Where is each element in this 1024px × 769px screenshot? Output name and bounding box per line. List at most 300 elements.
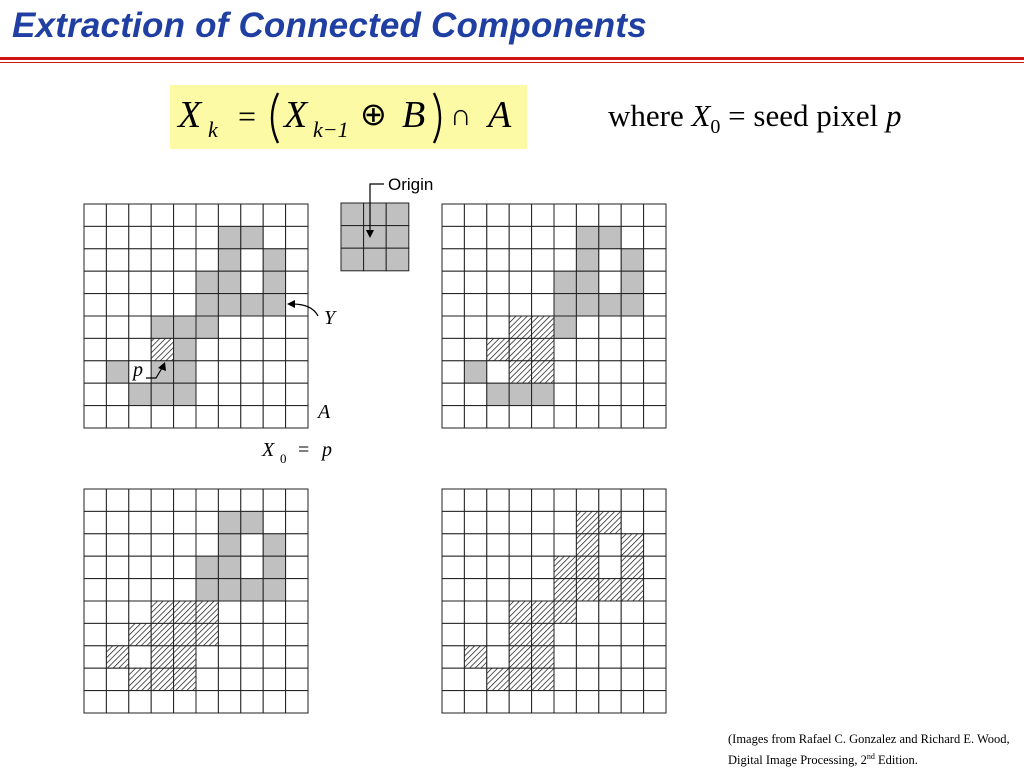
grid-cell xyxy=(644,623,666,645)
grid-cell xyxy=(509,579,531,601)
x0-equals: = xyxy=(298,439,310,461)
grid-cell xyxy=(644,534,666,556)
grid-cell xyxy=(286,226,308,248)
grid-cell xyxy=(286,511,308,533)
grid-cell xyxy=(286,489,308,511)
grid-cell xyxy=(174,511,196,533)
grid-cell-shaded xyxy=(106,361,128,383)
grid-cell xyxy=(151,534,173,556)
grid-cell xyxy=(464,338,486,360)
grid-cell xyxy=(106,338,128,360)
grid-cell xyxy=(241,601,263,623)
grid-cell xyxy=(621,204,643,226)
grid-cell xyxy=(442,511,464,533)
grid-cell xyxy=(241,271,263,293)
formula-dilation-op: ⊕ xyxy=(360,96,387,132)
grid-cell xyxy=(106,249,128,271)
grid-cell xyxy=(263,226,285,248)
grid-cell-hatched xyxy=(576,511,598,533)
grid-cell xyxy=(442,383,464,405)
p-label: p xyxy=(133,359,143,381)
grid-cell-shaded xyxy=(129,383,151,405)
grid-cell xyxy=(621,601,643,623)
grid-cell xyxy=(151,226,173,248)
grid-cell xyxy=(151,294,173,316)
grid-cell xyxy=(487,623,509,645)
se-cell xyxy=(364,226,387,249)
grid-cell xyxy=(554,204,576,226)
grid-cell xyxy=(174,691,196,713)
image-citation xyxy=(728,730,1018,769)
grid-cell xyxy=(442,489,464,511)
grid-cell xyxy=(196,204,218,226)
grid-cell xyxy=(286,406,308,428)
grid-cell xyxy=(532,204,554,226)
formula-lhs-var: X xyxy=(178,94,202,136)
grid-cell xyxy=(644,316,666,338)
grid-cell xyxy=(84,361,106,383)
grid-cell xyxy=(509,226,531,248)
grid-cell xyxy=(442,579,464,601)
grid-cell-shaded xyxy=(218,534,240,556)
grid-cell xyxy=(621,489,643,511)
grid-cell xyxy=(442,691,464,713)
grid-cell xyxy=(241,556,263,578)
grid-cell xyxy=(84,691,106,713)
grid-cell-hatched xyxy=(487,668,509,690)
grid-cell xyxy=(554,226,576,248)
grid-cell xyxy=(487,489,509,511)
grid-cell xyxy=(129,338,151,360)
grid-cell xyxy=(576,646,598,668)
grid-cell xyxy=(554,511,576,533)
grid-cell xyxy=(464,511,486,533)
grid-cell xyxy=(241,668,263,690)
grid-cell-hatched xyxy=(464,646,486,668)
grid-cell-hatched xyxy=(532,668,554,690)
grid-cell xyxy=(644,406,666,428)
grid-cell xyxy=(554,534,576,556)
grid-cell-shaded xyxy=(218,226,240,248)
grid-cell xyxy=(644,271,666,293)
where-p: p xyxy=(885,98,902,133)
grid-cell xyxy=(286,646,308,668)
grid-cell xyxy=(151,691,173,713)
grid-cell-shaded xyxy=(576,271,598,293)
grid-cell-shaded xyxy=(621,271,643,293)
grid-cell-hatched xyxy=(532,623,554,645)
grid-cell xyxy=(196,511,218,533)
grid-cell xyxy=(84,646,106,668)
grid-cell xyxy=(442,294,464,316)
se-cell xyxy=(341,248,364,271)
grid-cell-shaded xyxy=(241,511,263,533)
grid-cell xyxy=(621,623,643,645)
grid-cell xyxy=(84,316,106,338)
formula-rhs-var: X xyxy=(284,94,308,136)
grid-cell xyxy=(487,226,509,248)
grid-cell xyxy=(644,249,666,271)
grid-cell xyxy=(509,691,531,713)
grid-cell xyxy=(218,691,240,713)
grid-cell xyxy=(532,489,554,511)
grid-cell xyxy=(509,406,531,428)
grid-cell xyxy=(621,511,643,533)
grid-cell xyxy=(106,601,128,623)
grid-cell xyxy=(442,534,464,556)
grid-cell xyxy=(621,316,643,338)
grid-cell xyxy=(84,383,106,405)
grid-cell xyxy=(554,668,576,690)
grid-cell xyxy=(554,489,576,511)
grid-cell xyxy=(106,406,128,428)
grid-cell xyxy=(263,668,285,690)
formula-rhs-sub: k−1 xyxy=(313,117,349,142)
grid-cell xyxy=(196,338,218,360)
grid-cell xyxy=(532,406,554,428)
grid-cell-hatched xyxy=(196,601,218,623)
grid-cell-hatched xyxy=(554,579,576,601)
grid-cell xyxy=(464,579,486,601)
grid-cell xyxy=(554,623,576,645)
grid-cell xyxy=(84,556,106,578)
grid-cell-shaded xyxy=(174,316,196,338)
where-word: where xyxy=(608,98,684,133)
grid-cell xyxy=(196,489,218,511)
x0-p: p xyxy=(322,439,332,461)
grid-cell-hatched xyxy=(576,534,598,556)
grid-cell xyxy=(576,623,598,645)
grid-cell-shaded xyxy=(218,249,240,271)
grid-cell xyxy=(129,316,151,338)
grid-cell xyxy=(442,249,464,271)
origin-label: Origin xyxy=(388,175,434,194)
grid-cell-shaded xyxy=(576,294,598,316)
grid-cell xyxy=(286,338,308,360)
grid-cell xyxy=(174,271,196,293)
grid-cell xyxy=(174,556,196,578)
grid-cell-shaded xyxy=(241,294,263,316)
grid-cell xyxy=(576,316,598,338)
grid-cell-shaded xyxy=(218,271,240,293)
grid-cell xyxy=(487,271,509,293)
grid-cell-shaded xyxy=(487,383,509,405)
grid-cell-shaded xyxy=(196,316,218,338)
grid-cell-shaded xyxy=(576,249,598,271)
grid-cell-shaded xyxy=(576,226,598,248)
grid-cell xyxy=(487,556,509,578)
grid-cell xyxy=(554,646,576,668)
formula-intersection-op: ∩ xyxy=(450,99,472,132)
grid-cell xyxy=(644,668,666,690)
grid-cell xyxy=(241,338,263,360)
grid-cell xyxy=(576,691,598,713)
grid-cell xyxy=(106,294,128,316)
grid-cell xyxy=(464,406,486,428)
grid-cell xyxy=(263,204,285,226)
grid-cell xyxy=(286,534,308,556)
grid-cell xyxy=(487,406,509,428)
grid-cell xyxy=(487,294,509,316)
se-cell xyxy=(386,203,409,226)
grid-cell-shaded xyxy=(263,556,285,578)
grid-cell-hatched xyxy=(106,646,128,668)
grid-cell xyxy=(84,406,106,428)
grid-cell xyxy=(644,204,666,226)
grid-cell-shaded xyxy=(196,271,218,293)
grid-cell-shaded xyxy=(263,294,285,316)
grid-cell xyxy=(599,691,621,713)
grid-cell xyxy=(464,623,486,645)
grid-cell xyxy=(644,338,666,360)
grid-cell xyxy=(106,623,128,645)
grid-cell xyxy=(532,691,554,713)
grid-cell xyxy=(464,668,486,690)
grid-cell xyxy=(151,249,173,271)
grid-cell xyxy=(576,338,598,360)
grid-cell-hatched xyxy=(174,668,196,690)
grid-cell-shaded xyxy=(554,294,576,316)
grid-cell-shaded xyxy=(263,271,285,293)
grid-cell xyxy=(106,579,128,601)
grid-cell-hatched xyxy=(621,534,643,556)
grid-cell xyxy=(487,691,509,713)
grid-cell xyxy=(554,361,576,383)
grid-cell-hatched xyxy=(532,361,554,383)
grid-cell xyxy=(106,556,128,578)
grid-cell xyxy=(218,489,240,511)
grid-cell-hatched xyxy=(129,668,151,690)
grid-cell xyxy=(644,361,666,383)
grid-cell xyxy=(599,249,621,271)
grid-cell-hatched xyxy=(509,601,531,623)
grid-cell xyxy=(106,534,128,556)
grid-cell-hatched xyxy=(509,668,531,690)
grid-cell xyxy=(599,406,621,428)
grid-cell xyxy=(442,271,464,293)
grid-cell xyxy=(106,489,128,511)
grid-cell xyxy=(174,226,196,248)
grid-cell xyxy=(84,489,106,511)
grid-cell-shaded xyxy=(263,534,285,556)
grid-cell xyxy=(464,601,486,623)
grid-cell xyxy=(218,646,240,668)
grid-cell xyxy=(84,226,106,248)
grid-cell xyxy=(464,383,486,405)
grid-cell xyxy=(241,646,263,668)
grid-cell xyxy=(263,601,285,623)
grid-cell xyxy=(129,534,151,556)
citation-suffix: Edition. xyxy=(874,753,918,768)
grid-cell xyxy=(487,646,509,668)
grid-cell-hatched xyxy=(599,511,621,533)
grid-cell xyxy=(286,668,308,690)
grid-cell-hatched xyxy=(621,579,643,601)
grid-cell xyxy=(106,316,128,338)
grid-cell xyxy=(84,511,106,533)
grid-cell xyxy=(263,383,285,405)
grid-cell-hatched xyxy=(576,556,598,578)
grid-cell xyxy=(442,316,464,338)
grid-cell xyxy=(129,601,151,623)
grid-cell xyxy=(106,226,128,248)
grid-cell-hatched xyxy=(151,646,173,668)
grid-cell xyxy=(286,361,308,383)
grid-cell xyxy=(599,383,621,405)
where-sub: 0 xyxy=(710,116,721,139)
grid-cell xyxy=(532,579,554,601)
grid-cell xyxy=(263,511,285,533)
grid-cell xyxy=(106,691,128,713)
grid-cell xyxy=(532,294,554,316)
grid-cell xyxy=(487,249,509,271)
grid-cell xyxy=(263,646,285,668)
grid-cell xyxy=(554,249,576,271)
grid-cell xyxy=(151,489,173,511)
grid-cell-shaded xyxy=(151,383,173,405)
grid-cell-shaded xyxy=(174,383,196,405)
grid-cell xyxy=(241,204,263,226)
grid-cell xyxy=(509,534,531,556)
grid-cell xyxy=(599,338,621,360)
grid-cell xyxy=(241,489,263,511)
grid-cell xyxy=(106,383,128,405)
grid-cell xyxy=(84,204,106,226)
grid-cell xyxy=(442,601,464,623)
slide-title: Extraction of Connected Components xyxy=(12,6,647,45)
grid-cell xyxy=(129,489,151,511)
grid-cell-hatched xyxy=(599,579,621,601)
grid-cell xyxy=(576,383,598,405)
grid-cell xyxy=(576,204,598,226)
grid-cell xyxy=(487,579,509,601)
grid-cell xyxy=(532,511,554,533)
grid-cell xyxy=(576,668,598,690)
grid-cell xyxy=(84,534,106,556)
grid-cell-shaded xyxy=(621,294,643,316)
grid-cell xyxy=(218,361,240,383)
grid-cell xyxy=(644,691,666,713)
citation-sup: nd xyxy=(866,752,875,761)
grid-cell xyxy=(599,204,621,226)
grid-cell xyxy=(84,623,106,645)
grid-cell xyxy=(286,691,308,713)
grid-cell xyxy=(599,623,621,645)
grid-cell xyxy=(442,556,464,578)
grid-cell xyxy=(106,511,128,533)
grid-cell-hatched xyxy=(174,646,196,668)
grid-cell xyxy=(576,489,598,511)
grid-cell xyxy=(196,361,218,383)
panel-c xyxy=(84,489,308,713)
grid-cell xyxy=(644,383,666,405)
x0-sub: 0 xyxy=(280,451,287,466)
grid-cell-hatched xyxy=(554,556,576,578)
x0-var: X xyxy=(262,439,275,461)
grid-cell xyxy=(218,601,240,623)
grid-cell xyxy=(599,556,621,578)
grid-cell xyxy=(151,406,173,428)
grid-cell-hatched xyxy=(151,338,173,360)
grid-cell xyxy=(554,406,576,428)
grid-cell xyxy=(263,406,285,428)
grid-cell xyxy=(151,556,173,578)
grid-cell xyxy=(263,338,285,360)
grid-cell-hatched xyxy=(151,623,173,645)
grid-cell xyxy=(621,406,643,428)
grid-cell xyxy=(487,534,509,556)
grid-cell-hatched xyxy=(487,338,509,360)
grid-cell xyxy=(263,316,285,338)
grid-cell-shaded xyxy=(218,294,240,316)
grid-cell xyxy=(621,226,643,248)
grid-cell xyxy=(196,226,218,248)
grid-cell xyxy=(644,294,666,316)
y-label: Y xyxy=(324,307,336,329)
grid-cell xyxy=(599,361,621,383)
grid-cell-hatched xyxy=(532,646,554,668)
grid-cell xyxy=(442,646,464,668)
grid-cell xyxy=(196,249,218,271)
grid-cell xyxy=(464,226,486,248)
grid-cell xyxy=(599,534,621,556)
grid-cell xyxy=(196,383,218,405)
grid-cell xyxy=(644,601,666,623)
grid-cell xyxy=(621,646,643,668)
grid-cell xyxy=(599,271,621,293)
grid-cell xyxy=(532,534,554,556)
grid-cell xyxy=(263,489,285,511)
grid-cell xyxy=(218,316,240,338)
grid-cell xyxy=(442,204,464,226)
grid-cell xyxy=(84,601,106,623)
grid-cell xyxy=(621,383,643,405)
grid-cell-shaded xyxy=(241,226,263,248)
grid-cell xyxy=(464,249,486,271)
grid-cell xyxy=(554,338,576,360)
grid-cell xyxy=(129,226,151,248)
grid-cell-hatched xyxy=(151,668,173,690)
grid-cell xyxy=(442,338,464,360)
grid-cell xyxy=(129,556,151,578)
grid-cell xyxy=(286,556,308,578)
where-rest: = seed pixel xyxy=(728,98,879,133)
grid-cell xyxy=(218,406,240,428)
grid-cell-hatched xyxy=(532,316,554,338)
grid-cell xyxy=(442,406,464,428)
grid-cell xyxy=(241,249,263,271)
grid-cell-shaded xyxy=(464,361,486,383)
grid-cell xyxy=(129,271,151,293)
grid-cell-hatched xyxy=(151,601,173,623)
grid-cell xyxy=(84,294,106,316)
grid-cell xyxy=(509,556,531,578)
grid-cell xyxy=(644,489,666,511)
grid-cell xyxy=(174,534,196,556)
grid-cell-shaded xyxy=(218,556,240,578)
grid-cell xyxy=(554,383,576,405)
grid-cell-shaded xyxy=(509,383,531,405)
grid-cell xyxy=(464,691,486,713)
grid-cell xyxy=(106,271,128,293)
grid-cell-shaded xyxy=(554,316,576,338)
grid-cell xyxy=(174,294,196,316)
grid-cell xyxy=(464,556,486,578)
grid-cell xyxy=(286,316,308,338)
grid-cell xyxy=(196,646,218,668)
a-label: A xyxy=(318,401,331,423)
grid-cell-hatched xyxy=(509,646,531,668)
